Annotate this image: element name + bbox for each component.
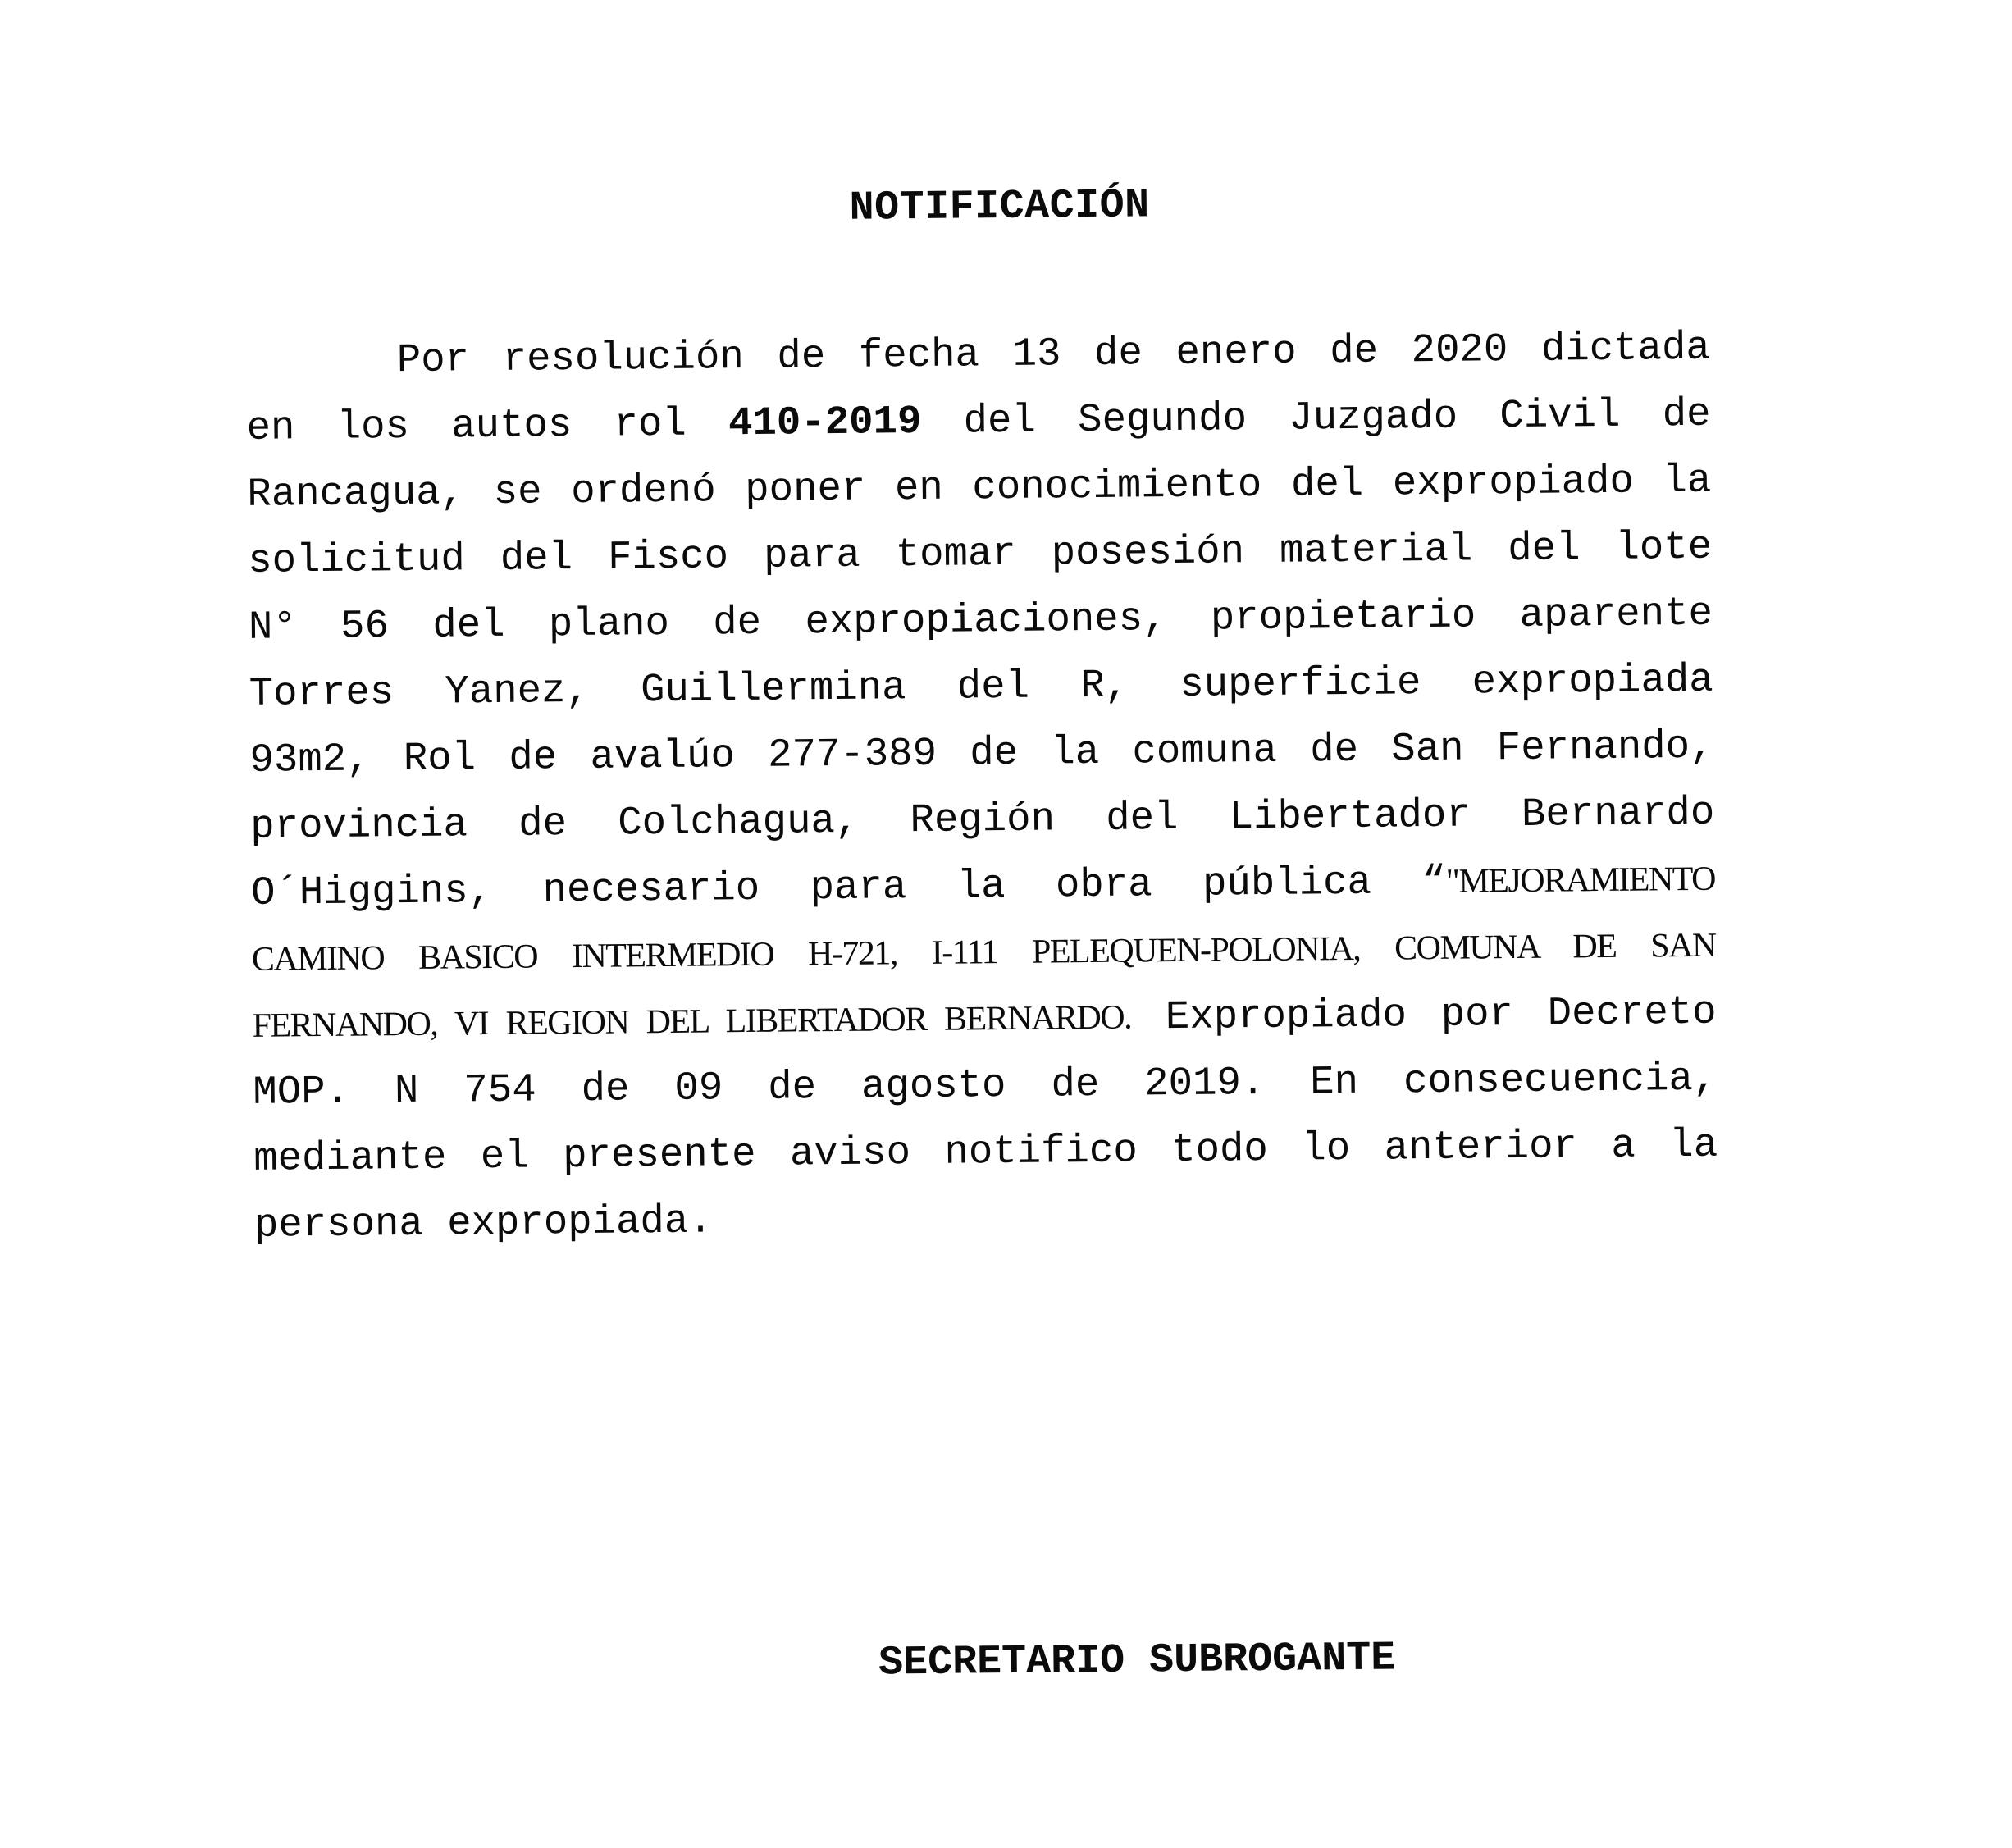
text-segment: MOP. N 754 de 09 de agosto de 2019. En consecuencia, [253, 1055, 1718, 1116]
case-number-text: 410-2019 [728, 398, 922, 447]
text-segment: mediante el presente aviso notifico todo lo anterior a la [253, 1121, 1718, 1182]
document-title: NOTIFICACIÓN [849, 182, 1150, 232]
text-segment: persona expropiada. [253, 1198, 713, 1248]
text-segment: Expropiado por Decreto [1130, 988, 1717, 1041]
public-work-name-text: "MEJORAMIENTO [1445, 860, 1716, 901]
public-work-name-text: CAMINO BASICO INTERMEDIO H-721, I-111 PELEQUEN-POLONIA, COMUNA DE SAN [251, 926, 1716, 979]
text-segment: provincia de Colchagua, Región del Libertador Bernardo [250, 789, 1715, 850]
signature-title: SECRETARIO SUBROGANTE [878, 1635, 1396, 1687]
paragraph-line [254, 1179, 1719, 1259]
paragraph-line [253, 1112, 1718, 1193]
text-segment: Por resolución de fecha 13 de enero de 2020 dictada [396, 324, 1711, 384]
text-segment: 93m2, Rol de avalúo 277-389 de la comuna de San Fernando, [249, 723, 1714, 783]
notification-paragraph [245, 315, 1718, 1259]
public-work-name-text: FERNANDO, VI REGION DEL LIBERTADOR BERNARDO. [252, 998, 1132, 1045]
text-segment: en los autos rol [246, 400, 729, 451]
text-segment: N° 56 del plano de expropiaciones, propietario aparente [248, 590, 1713, 650]
text-segment: Torres Yanez, Guillermina del R, superficie expropiada [249, 656, 1713, 717]
text-segment: del Segundo Juzgado Civil de [921, 390, 1711, 445]
text-segment: solicitud del Fisco para tomar posesión material del lote [247, 523, 1713, 584]
text-segment: Rancagua, se ordenó poner en conocimiento del expropiado la [247, 457, 1712, 518]
text-segment: O´Higgins, necesario para la obra pública “ [250, 858, 1447, 916]
